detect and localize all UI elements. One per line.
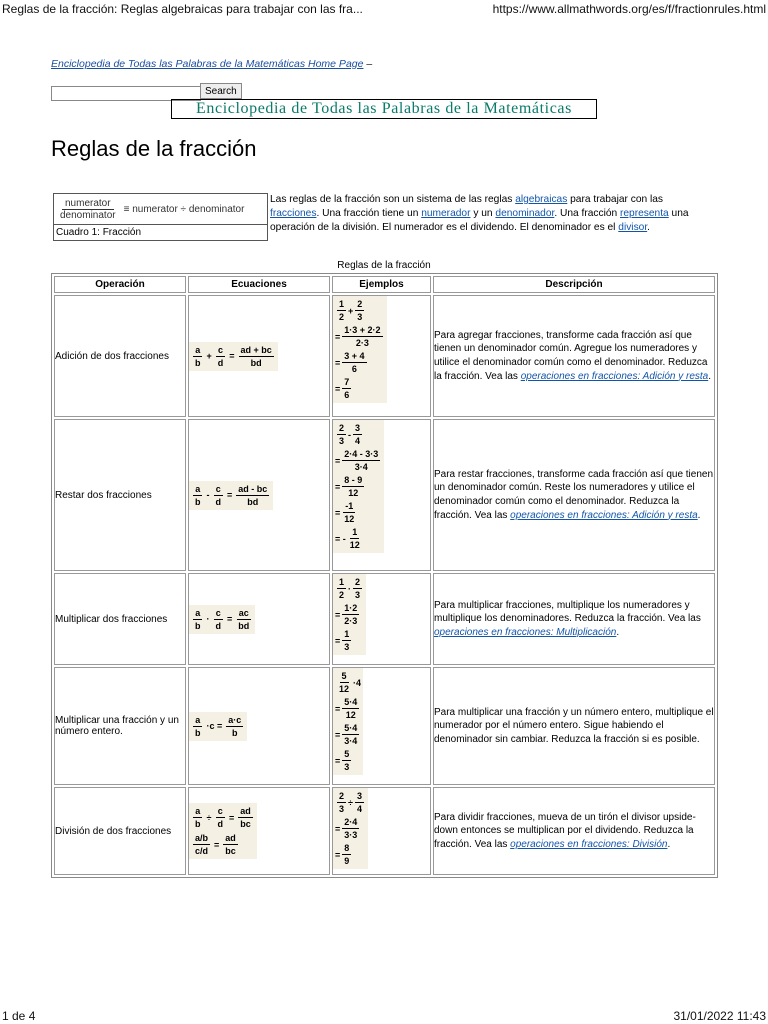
operation-cell: Multiplicar dos fracciones [54, 573, 186, 665]
table-header-row [54, 276, 715, 293]
figure-caption: Cuadro 1: Fracción [56, 227, 142, 238]
description-cell: Para dividir fracciones, mueva de un tirón el divisor upside-down entonces se multiplican por el dividendo. Reduzca la fracción. Vea las operaciones en fracciones: División. [433, 787, 715, 875]
link-fracciones[interactable]: fracciones [270, 208, 317, 219]
table-row [54, 787, 715, 875]
search-button[interactable]: Search [200, 83, 242, 99]
operation-cell: Restar dos fracciones [54, 419, 186, 571]
print-datetime: 31/01/2022 11:43 [673, 1009, 766, 1023]
page-url[interactable]: https://www.allmathwords.org/es/f/fractionrules.html [492, 2, 766, 16]
fraction-figure [53, 193, 268, 241]
home-link-row [51, 58, 372, 70]
header-operacion: Operación [54, 276, 186, 293]
equation-cell [188, 573, 330, 665]
example-cell [332, 787, 431, 875]
print-header [0, 0, 768, 16]
link-operations[interactable]: operaciones en fracciones: Multiplicación [434, 626, 617, 638]
page-number: 1 de 4 [2, 1009, 36, 1023]
home-link[interactable]: Enciclopedia de Todas las Palabras de la Matemáticas Home Page [51, 58, 364, 70]
example-image: 1 2 · 2 3 = 1·2 2·3 = 1 3 [333, 574, 366, 655]
page-title-header: Reglas de la fracción: Reglas algebraicas para trabajar con las fra... [2, 2, 363, 16]
table-row [54, 667, 715, 785]
link-denominador[interactable]: denominador [495, 208, 555, 219]
example-image: 5 12 ·4 = 5·4 12 = 5·4 3·4 = 5 3 [333, 668, 363, 775]
link-operations[interactable]: operaciones en fracciones: Adición y resta [520, 370, 709, 382]
equation-image: a b · $\frac{c}{d}$ = $\frac{ac}{bd}$ [189, 605, 255, 634]
equation-cell [188, 667, 330, 785]
equation-image: a b + $\frac{c}{d}$ = $\frac{ad + bc}{bd}$ [189, 342, 278, 371]
header-ejemplos: Ejemplos [332, 276, 431, 293]
example-cell [332, 667, 431, 785]
definition-fraction [57, 198, 119, 221]
example-image: 2 3 ÷ 3 4 = 2·4 3·3 = 8 9 [333, 788, 368, 869]
equation-image: a b - $\frac{c}{d}$ = $\frac{ad - bc}{bd}$ [189, 481, 273, 510]
link-algebraicas[interactable]: algebraicas [515, 194, 568, 205]
example-image: 1 2 + 2 3 = 1·3 + 2·2 2·3 = 3 + 4 6 = 7 6 [333, 296, 387, 403]
operation-cell: Multiplicar una fracción y un número entero. [54, 667, 186, 785]
table-caption: Reglas de la fracción [337, 260, 431, 271]
definition-denominator: denominator [60, 209, 116, 221]
fraction-definition [54, 194, 267, 225]
operation-cell: División de dos fracciones [54, 787, 186, 875]
description-cell: Para multiplicar fracciones, multiplique los numeradores y multiplique los denominadores. Reduzca la fracción. Vea las operaciones en fracciones: Multiplicación. [433, 573, 715, 665]
description-cell: Para multiplicar una fracción y un número entero, multiplique el numerador por el número entero. Sigue habiendo el denominador sin cambiar. Reduzca la fracción si es posible. [433, 667, 715, 785]
intro-paragraph: Las reglas de la fracción son un sistema de las reglas algebraicas para trabajar con las fracciones. Una fracción tiene un numerador y un denominador. Una fracción representa una operación de la división. El numerador es el dividendo. El denominador es el divisor. [270, 194, 689, 233]
link-operations[interactable]: operaciones en fracciones: Adición y resta [510, 509, 698, 521]
site-banner[interactable]: Enciclopedia de Todas las Palabras de la Matemáticas [171, 99, 597, 119]
example-cell [332, 573, 431, 665]
link-operations[interactable]: operaciones en fracciones: División [510, 838, 668, 850]
home-suffix: – [363, 58, 373, 70]
example-cell [332, 295, 431, 417]
header-descripcion: Descripción [433, 276, 715, 293]
fraction-rules-table [51, 273, 718, 878]
equation-image: a b ·c = $\frac{a\cdot c}{b}$ [189, 712, 247, 741]
example-cell [332, 419, 431, 571]
description-cell: Para restar fracciones, transforme cada fracción así que tienen un denominador común. Reste los numeradores y utilice el denominador común como el denominador. Reduzca la fracción. Vea las operaciones en fracciones: Adición y resta. [433, 419, 715, 571]
table-row [54, 419, 715, 571]
link-representa[interactable]: representa [620, 208, 669, 219]
header-ecuaciones: Ecuaciones [188, 276, 330, 293]
equation-cell [188, 787, 330, 875]
definition-numerator: numerator [62, 198, 114, 210]
link-divisor[interactable]: divisor [618, 222, 648, 233]
operation-cell: Adición de dos fracciones [54, 295, 186, 417]
description-cell: Para agregar fracciones, transforme cada fracción así que tienen un denominador común. Agregue los numeradores y utilice el denominador común como el denominador. Reduzca la fracción. Vea las operaciones en fracciones: Adición y resta. [433, 295, 715, 417]
equation-cell [188, 419, 330, 571]
equation-cell [188, 295, 330, 417]
definition-equivalence: ≡ numerator ÷ denominator [123, 203, 245, 215]
page-heading: Reglas de la fracción [51, 136, 257, 161]
example-image: 2 3 - 3 4 = 2·4 - 3·3 3·4 = 8 - 9 12 = -1 12 = - 1 12 [333, 420, 384, 553]
print-footer [0, 1009, 768, 1023]
equation-image: $\frac{a}{b}$ ÷ $\frac{c}{d}$ = $\frac{ad}{bc}$ $\frac{a/b}{c/d}$ = $\frac{ad}{bc}$ [189, 803, 257, 859]
table-row [54, 295, 715, 417]
table-row [54, 573, 715, 665]
link-numerador[interactable]: numerador [421, 208, 471, 219]
